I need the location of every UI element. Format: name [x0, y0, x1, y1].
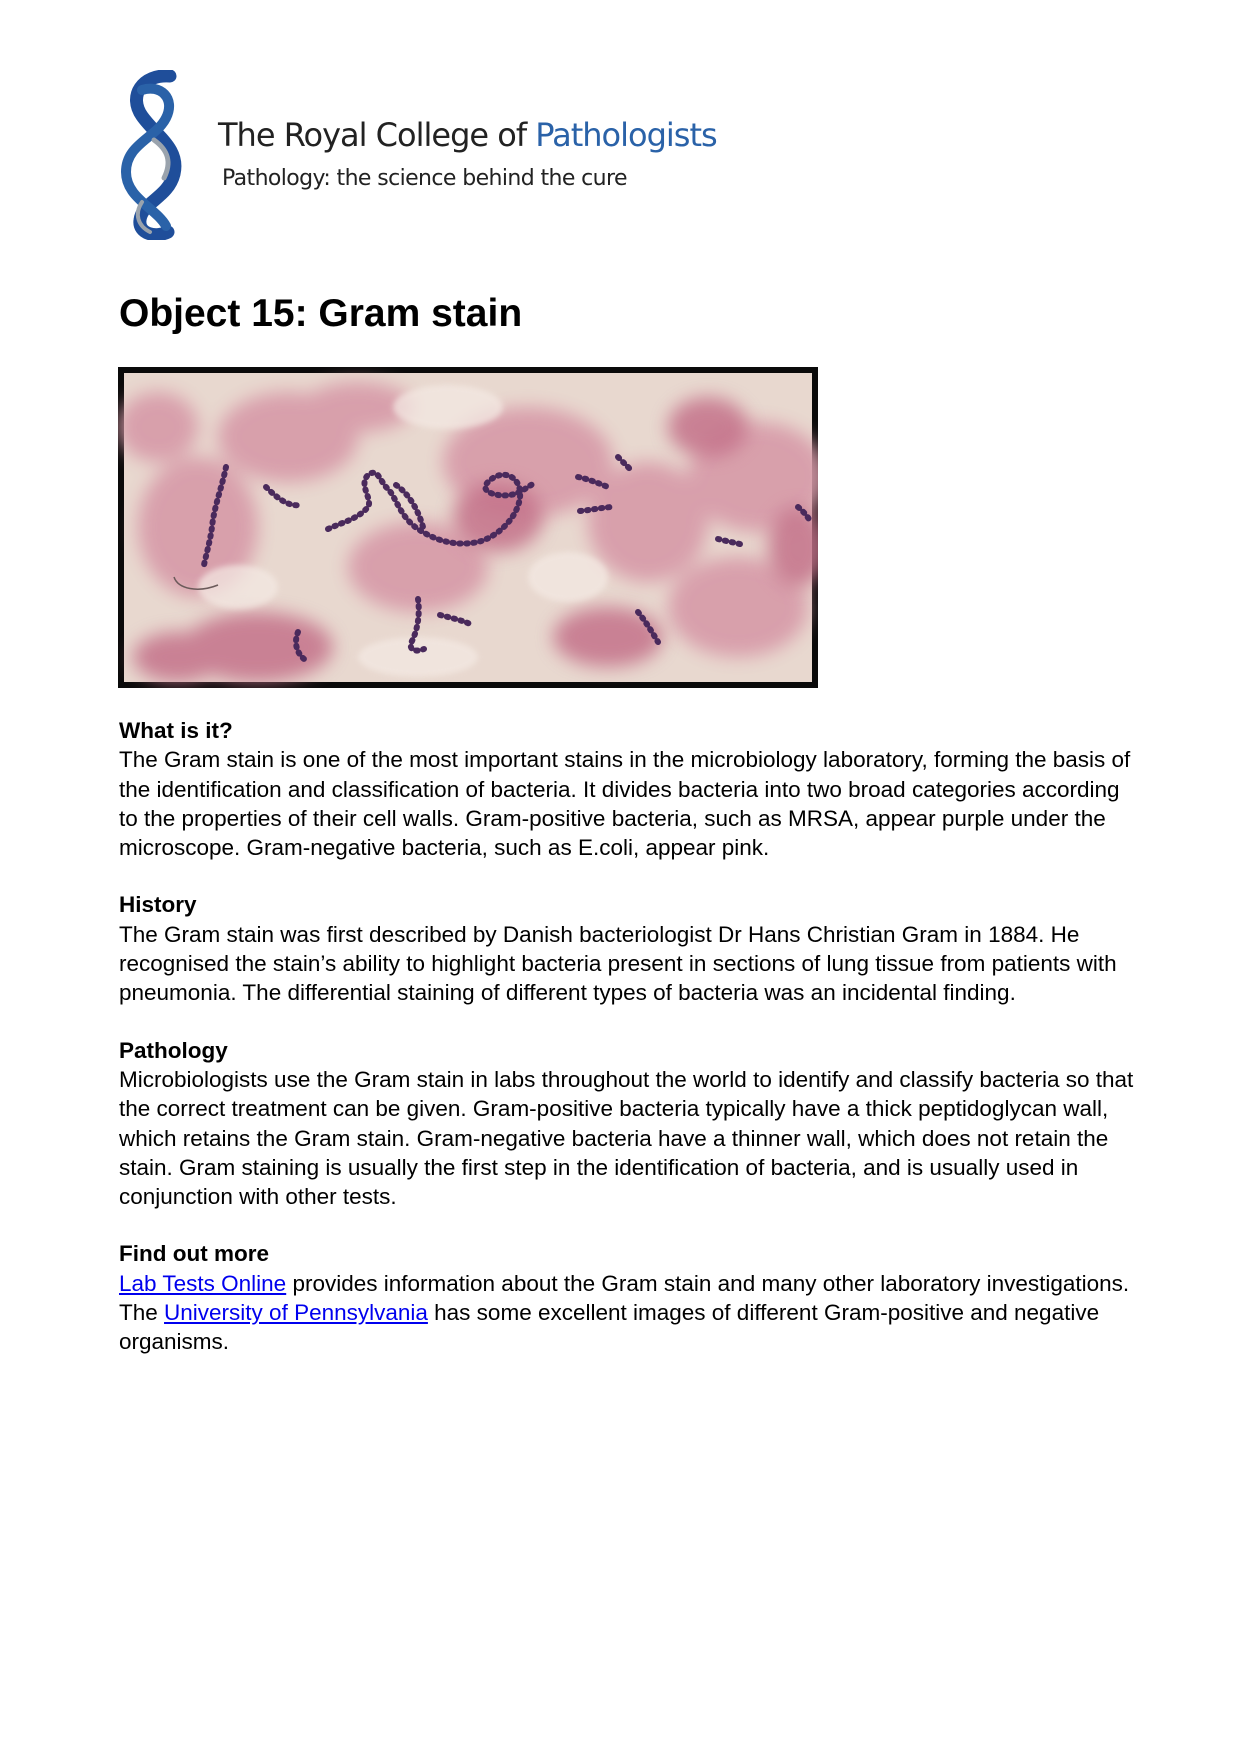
section-history [119, 890, 1139, 1007]
section-heading: Find out more [119, 1241, 269, 1267]
section-body: Microbiologists use the Gram stain in labs throughout the world to identify and classify bacteria so that the correct treatment can be given. Gram-positive bacteria typically have a thick peptidoglycan wall, which retains the Gram stain. Gram-negative bacteria have a thinner wall, which does not retain the stain. Gram staining is usually the first step in the identification of bacteria, and is usually used in conjunction with other tests. [119, 1066, 1134, 1210]
page-title: Object 15: Gram stain [119, 292, 523, 335]
article-body [119, 716, 1139, 1357]
lab-tests-online-link[interactable]: Lab Tests Online [119, 1270, 287, 1296]
org-tagline: Pathology: the science behind the cure [222, 166, 627, 191]
section-body: The Gram stain was first described by Danish bacteriologist Dr Hans Christian Gram in 1884. He recognised the stain’s ability to highlight bacteria present in sections of lung tissue from patients with pneumonia. The differential staining of different types of bacteria was an incidental finding. [119, 921, 1117, 1006]
lab-tests-text: provides information about the Gram stain and many other laboratory investigations. [286, 1270, 1130, 1296]
upenn-paragraph [119, 1298, 1139, 1357]
rcpath-logo-icon [112, 70, 192, 240]
university-of-pennsylvania-link[interactable]: University of Pennsylvania [164, 1300, 428, 1326]
upenn-prefix: The [119, 1300, 165, 1326]
section-pathology [119, 1036, 1139, 1212]
org-name-accent: Pathologists [535, 116, 717, 154]
gram-stain-micrograph-icon [118, 367, 818, 688]
section-heading: Pathology [119, 1037, 228, 1063]
section-body: The Gram stain is one of the most important stains in the microbiology laboratory, forming the basis of the identification and classification of bacteria. It divides bacteria into two broad categories according to the properties of their cell walls. Gram-positive bacteria, such as MRSA, appear purple under the microscope. Gram-negative bacteria, such as E.coli, appear pink. [119, 747, 1131, 861]
upenn-text: has some excellent images of different Gram-positive and negative organisms. [119, 1300, 1100, 1355]
lab-tests-paragraph [119, 1269, 1139, 1298]
section-heading: History [119, 892, 197, 918]
section-what-is-it [119, 716, 1139, 862]
header-logo [112, 70, 752, 250]
org-name: The Royal College of Pathologists [218, 116, 717, 154]
section-heading: What is it? [119, 718, 233, 743]
section-find-out-more [119, 1239, 1139, 1356]
